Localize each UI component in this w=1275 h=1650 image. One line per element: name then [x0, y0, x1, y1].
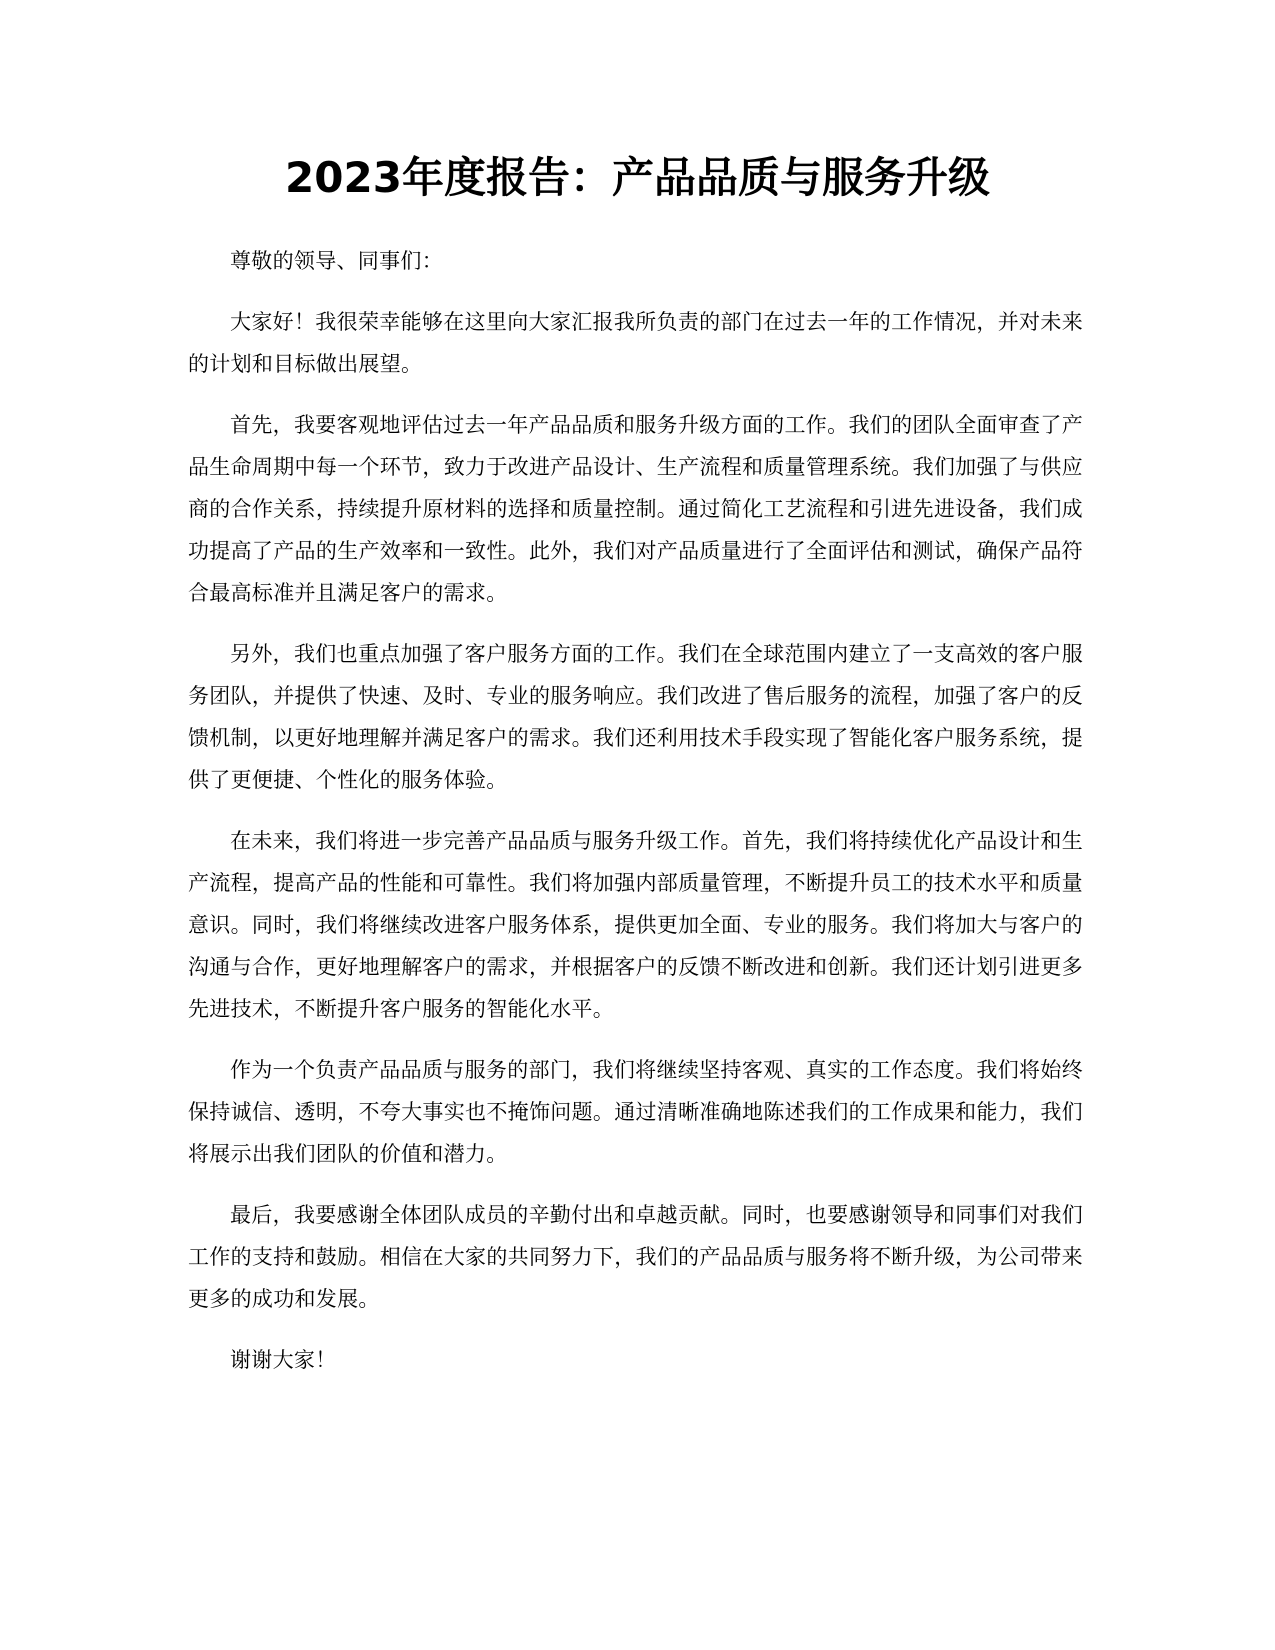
- document-body: [188, 240, 1083, 1400]
- attitude-paragraph: 作为一个负责产品品质与服务的部门，我们将继续坚持客观、真实的工作态度。我们将始终保持诚信、透明，不夸大事实也不掩饰问题。通过清晰准确地陈述我们的工作成果和能力，我们将展示出我们团队的价值和潜力。: [188, 1058, 1083, 1166]
- thanks-paragraph: 最后，我要感谢全体团队成员的辛勤付出和卓越贡献。同时，也要感谢领导和同事们对我们工作的支持和鼓励。相信在大家的共同努力下，我们的产品品质与服务将不断升级，为公司带来更多的成功和发展。: [188, 1203, 1083, 1311]
- greeting-paragraph: 大家好！我很荣幸能够在这里向大家汇报我所负责的部门在过去一年的工作情况，并对未来的计划和目标做出展望。: [188, 310, 1083, 376]
- future-plan-paragraph: 在未来，我们将进一步完善产品品质与服务升级工作。首先，我们将持续优化产品设计和生产流程，提高产品的性能和可靠性。我们将加强内部质量管理，不断提升员工的技术水平和质量意识。同时，我们将继续改进客户服务体系，提供更加全面、专业的服务。我们将加大与客户的沟通与合作，更好地理解客户的需求，并根据客户的反馈不断改进和创新。我们还计划引进更多先进技术，不断提升客户服务的智能化水平。: [188, 829, 1083, 1021]
- closing-paragraph: 谢谢大家！: [230, 1348, 337, 1372]
- salutation-paragraph: 尊敬的领导、同事们：: [230, 249, 443, 273]
- document-title: 2023年度报告：产品品质与服务升级: [285, 153, 990, 202]
- customer-service-paragraph: 另外，我们也重点加强了客户服务方面的工作。我们在全球范围内建立了一支高效的客户服务团队，并提供了快速、及时、专业的服务响应。我们改进了售后服务的流程，加强了客户的反馈机制，以更好地理解并满足客户的需求。我们还利用技术手段实现了智能化客户服务系统，提供了更便捷、个性化的服务体验。: [188, 642, 1083, 792]
- quality-review-paragraph: 首先，我要客观地评估过去一年产品品质和服务升级方面的工作。我们的团队全面审查了产品生命周期中每一个环节，致力于改进产品设计、生产流程和质量管理系统。我们加强了与供应商的合作关系，持续提升原材料的选择和质量控制。通过简化工艺流程和引进先进设备，我们成功提高了产品的生产效率和一致性。此外，我们对产品质量进行了全面评估和测试，确保产品符合最高标准并且满足客户的需求。: [188, 413, 1083, 605]
